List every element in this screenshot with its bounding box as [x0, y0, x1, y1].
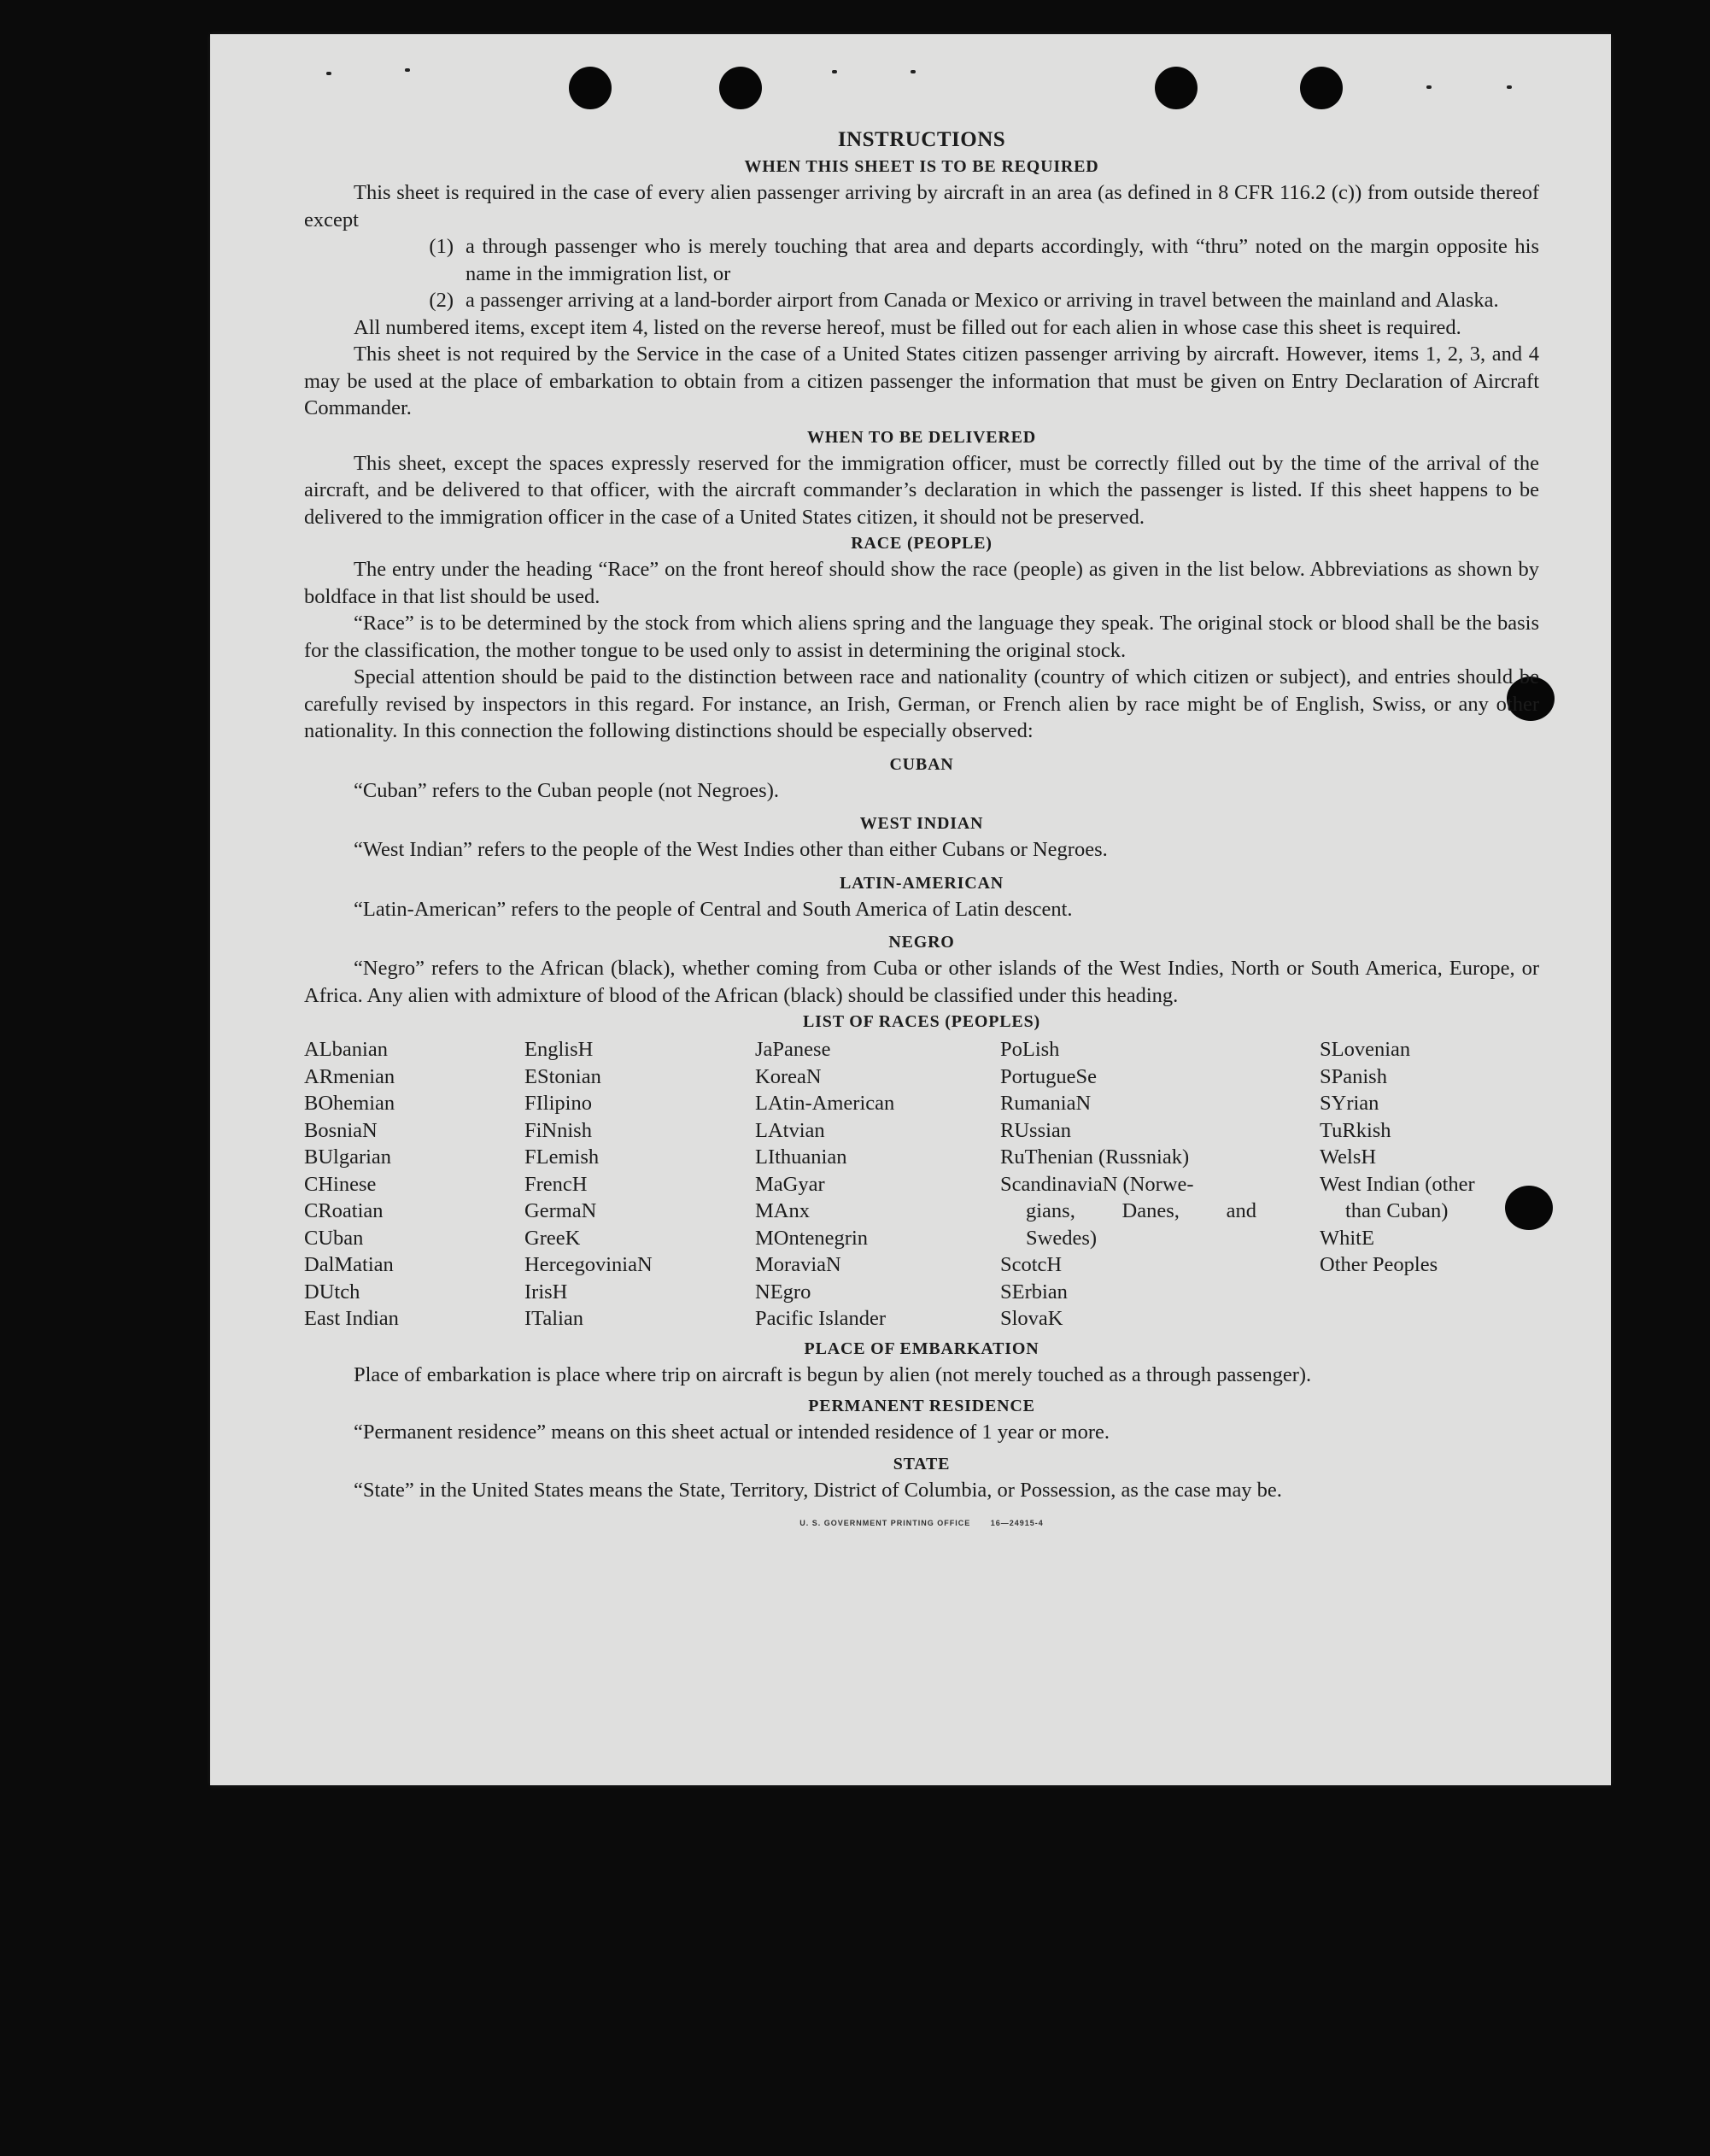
race-column	[755, 1036, 1000, 1333]
race-column	[1320, 1036, 1539, 1333]
paragraph: “Permanent residence” means on this sheet actual or intended residence of 1 year or more.	[354, 1421, 1110, 1444]
race-entry: LAtvian	[755, 1118, 825, 1142]
race-entry: SLovenian	[1320, 1038, 1411, 1061]
race-entry: MaGyar	[755, 1172, 825, 1196]
race-entry: IrisH	[524, 1280, 568, 1304]
race-entry: Pacific Islander	[755, 1307, 887, 1330]
race-column	[524, 1036, 755, 1333]
race-entry: HercegoviniaN	[524, 1253, 653, 1276]
race-entry: GermaN	[524, 1199, 597, 1222]
race-entry: MAnx	[755, 1199, 810, 1222]
race-entry: BosniaN	[304, 1118, 378, 1142]
race-list	[304, 1036, 1539, 1333]
printer-imprint	[304, 1510, 1539, 1538]
paragraph: The entry under the heading “Race” on the front hereof should show the race (people) as given in the list below. Abbreviations as shown by boldface in that list should be used.	[304, 558, 1539, 608]
race-entry: PortugueSe	[1000, 1064, 1097, 1088]
race-entry: West Indian (other	[1320, 1172, 1475, 1196]
race-entry: SlovaK	[1000, 1307, 1063, 1330]
paragraph: This sheet, except the spaces expressly reserved for the immigration officer, must be correctly filled out by the time of the arrival of the aircraft, and be delivered to that officer, with the aircraft commander’s declaration in which the passenger is listed. If this sheet happens to be delivered to the immigration officer in the case of a United States citizen, it should not be preserved.	[304, 451, 1539, 529]
speck	[832, 70, 837, 73]
race-entry: FLemish	[524, 1145, 600, 1169]
paragraph: This sheet is required in the case of every alien passenger arriving by aircraft in an area (as defined in 8 CFR 116.2 (c)) from outside thereof except	[304, 181, 1539, 231]
race-entry: RumaniaN	[1000, 1092, 1092, 1115]
speck	[405, 68, 410, 72]
item-number: (2)	[429, 289, 454, 312]
punch-hole	[719, 67, 762, 109]
race-entry: JaPanese	[755, 1038, 831, 1061]
section-heading: WHEN TO BE DELIVERED	[806, 427, 1037, 447]
paragraph: “West Indian” refers to the people of the West Indies other than either Cubans or Negroes.	[354, 838, 1108, 861]
paragraph: Special attention should be paid to the distinction between race and nationality (country of which citizen or subject), and entries should be carefully revised by inspectors in this regard. For instance, an Irish, German, or French alien by race might be of English, Swiss, or any other nationality. In this connection the following distinctions should be especially observed:	[304, 665, 1539, 742]
race-entry-continued: gians, Danes, and	[1026, 1199, 1256, 1222]
section-heading: LATIN-AMERICAN	[840, 873, 1004, 893]
race-entry: ALbanian	[304, 1038, 388, 1061]
race-entry: ITalian	[524, 1307, 584, 1330]
race-entry: SErbian	[1000, 1280, 1068, 1304]
race-entry: East Indian	[304, 1307, 399, 1330]
race-entry: EnglisH	[524, 1038, 594, 1061]
race-entry: Other Peoples	[1320, 1253, 1438, 1276]
race-entry: TuRkish	[1320, 1118, 1391, 1142]
speck	[1426, 85, 1432, 89]
race-entry-continued: than Cuban)	[1345, 1199, 1449, 1222]
punch-hole	[569, 67, 612, 109]
race-entry: PoLish	[1000, 1038, 1060, 1061]
race-entry: CRoatian	[304, 1199, 384, 1222]
punch-hole	[1155, 67, 1198, 109]
race-entry: LAtin-American	[755, 1092, 895, 1115]
race-entry: FiNnish	[524, 1118, 592, 1142]
race-entry: WelsH	[1320, 1145, 1377, 1169]
item-text: a passenger arriving at a land-border airport from Canada or Mexico or arriving in travel between the mainland and Alaska.	[466, 289, 1499, 312]
section-heading: WHEN THIS SHEET IS TO BE REQUIRED	[744, 157, 1099, 176]
race-entry: DUtch	[304, 1280, 360, 1304]
race-entry: BUlgarian	[304, 1145, 392, 1169]
section-heading: NEGRO	[888, 933, 955, 952]
race-entry: SYrian	[1320, 1092, 1379, 1115]
race-entry: KoreaN	[755, 1064, 822, 1088]
race-entry: EStonian	[524, 1064, 601, 1088]
section-heading: PLACE OF EMBARKATION	[804, 1339, 1039, 1358]
race-entry: LIthuanian	[755, 1145, 847, 1169]
race-entry: FIlipino	[524, 1092, 592, 1115]
race-entry: ScotcH	[1000, 1253, 1063, 1276]
race-entry: NEgro	[755, 1280, 811, 1304]
paragraph: “State” in the United States means the State, Territory, District of Columbia, or Possession, as the case may be.	[354, 1478, 1282, 1502]
race-entry: ARmenian	[304, 1064, 395, 1088]
paragraph: “Cuban” refers to the Cuban people (not Negroes).	[354, 778, 779, 802]
punch-hole	[1300, 67, 1343, 109]
item-number: (1)	[429, 235, 454, 258]
race-entry-continued: Swedes)	[1026, 1226, 1098, 1250]
paragraph: “Latin-American” refers to the people of Central and South America of Latin descent.	[354, 897, 1073, 921]
document-page	[210, 34, 1611, 1785]
section-heading: CUBAN	[889, 754, 954, 774]
race-entry: FrencH	[524, 1172, 588, 1196]
race-entry: SPanish	[1320, 1064, 1387, 1088]
paragraph: “Negro” refers to the African (black), whether coming from Cuba or other islands of the West Indies, North or South America, Europe, or Africa. Any alien with admixture of blood of the African (black) should be classified under this heading.	[304, 957, 1539, 1007]
race-entry: WhitE	[1320, 1226, 1374, 1250]
race-entry: CUban	[304, 1226, 364, 1250]
race-entry: RuThenian (Russniak)	[1000, 1145, 1190, 1169]
printer-name: U. S. GOVERNMENT PRINTING OFFICE	[799, 1519, 971, 1527]
section-heading: WEST INDIAN	[859, 814, 984, 833]
section-heading: RACE (PEOPLE)	[851, 534, 993, 553]
speck	[1507, 85, 1512, 89]
paragraph: This sheet is not required by the Service in the case of a United States citizen passenger arriving by aircraft. However, items 1, 2, 3, and 4 may be used at the place of embarkation to obtain from a citizen passenger the information that must be given on Entry Declaration of Aircraft Commander.	[304, 343, 1539, 419]
instructions-content	[304, 126, 1539, 1538]
numbered-item	[304, 287, 1539, 314]
race-entry: DalMatian	[304, 1253, 394, 1276]
section-heading: STATE	[893, 1454, 951, 1473]
race-column	[1000, 1036, 1320, 1333]
speck	[911, 70, 916, 73]
race-entry: BOhemian	[304, 1092, 395, 1115]
item-text: a through passenger who is merely touching that area and departs accordingly, with “thru” noted on the margin opposite his name in the immigration list, or	[466, 235, 1539, 285]
race-entry: MOntenegrin	[755, 1226, 868, 1250]
paragraph: All numbered items, except item 4, listed on the reverse hereof, must be filled out for each alien in whose case this sheet is required.	[354, 315, 1461, 339]
race-entry: CHinese	[304, 1172, 377, 1196]
page-title: INSTRUCTIONS	[837, 128, 1006, 151]
form-number: 16—24915-4	[990, 1519, 1044, 1527]
race-entry: GreeK	[524, 1226, 581, 1250]
race-entry: RUssian	[1000, 1118, 1072, 1142]
race-entry: MoraviaN	[755, 1253, 841, 1276]
race-column	[304, 1036, 524, 1333]
paragraph: Place of embarkation is place where trip on aircraft is begun by alien (not merely touched as a through passenger).	[354, 1362, 1312, 1386]
race-entry: ScandinaviaN (Norwe-	[1000, 1172, 1194, 1196]
section-heading: PERMANENT RESIDENCE	[808, 1397, 1035, 1415]
speck	[326, 72, 331, 75]
section-heading: LIST OF RACES (PEOPLES)	[803, 1012, 1040, 1031]
numbered-item	[304, 233, 1539, 287]
paragraph: “Race” is to be determined by the stock from which aliens spring and the language they speak. The original stock or blood shall be the basis for the classification, the mother tongue to be used only to assist in determining the original stock.	[304, 612, 1539, 662]
